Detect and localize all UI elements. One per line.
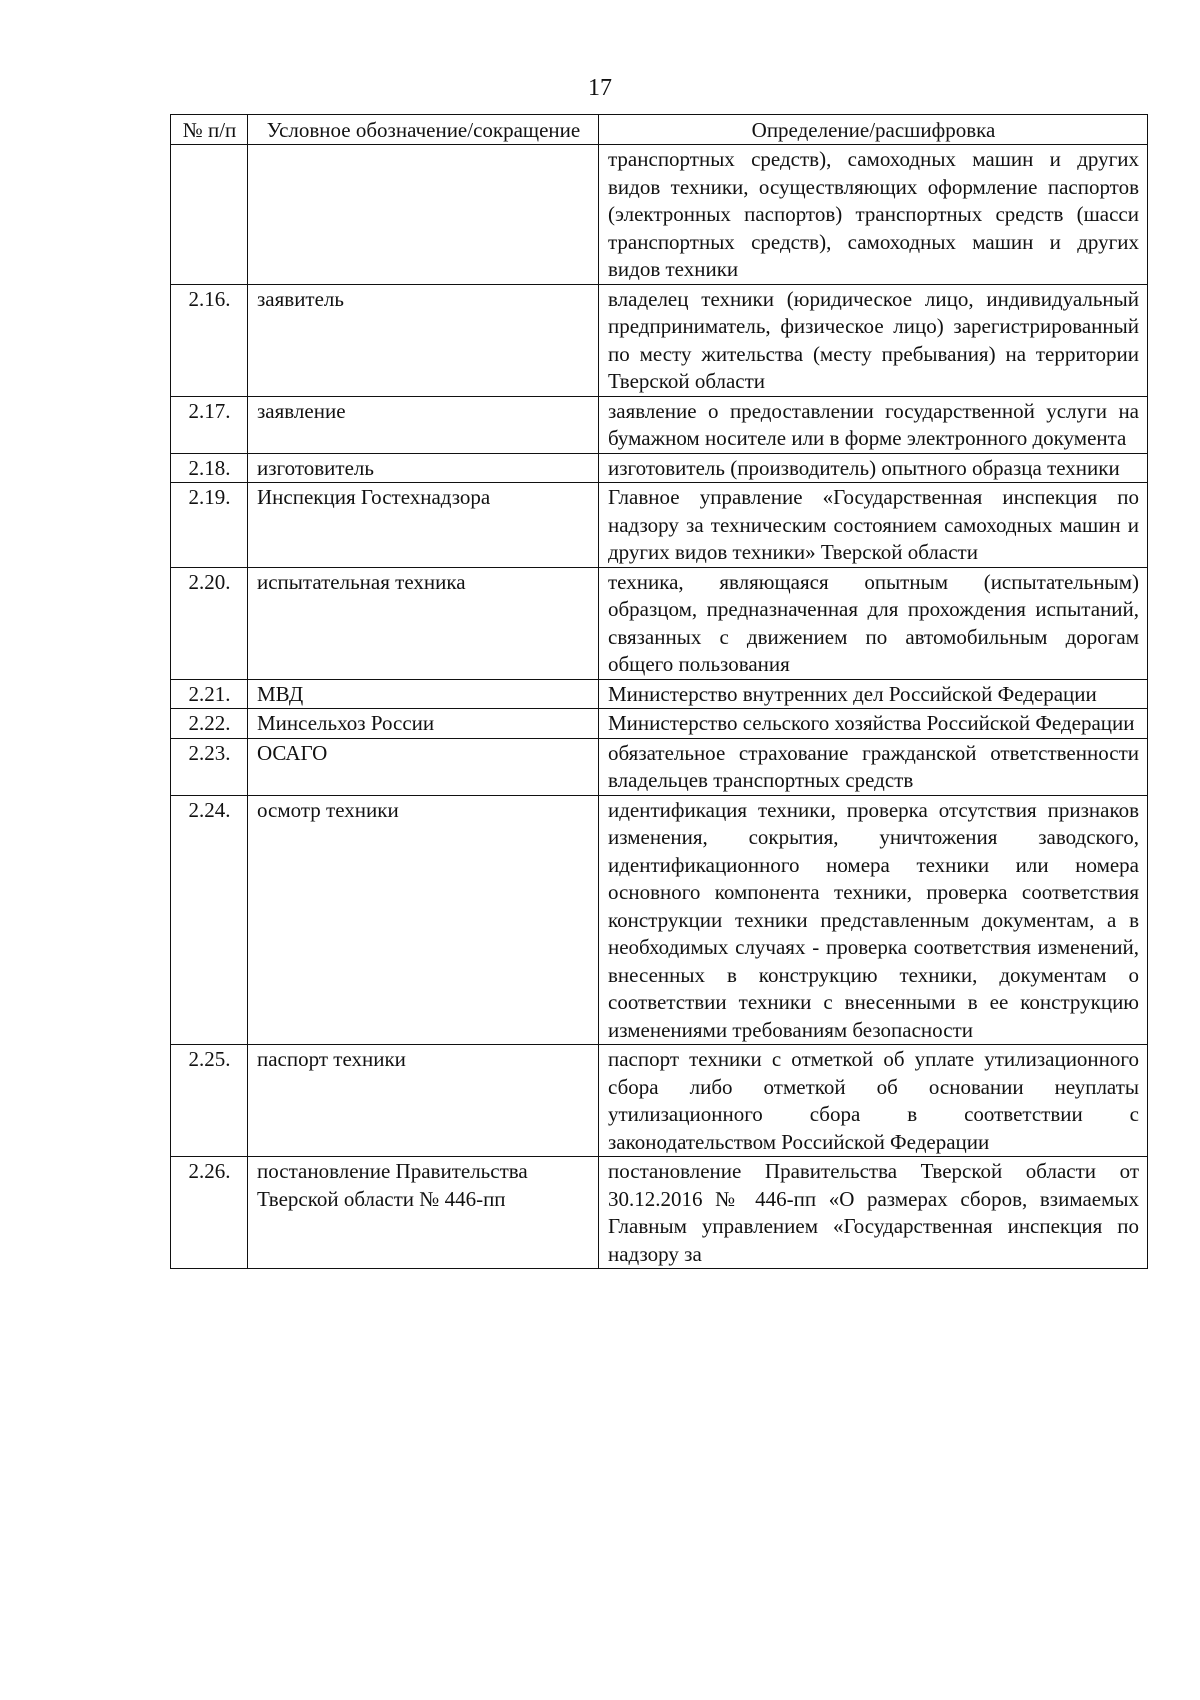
row-term: заявление	[248, 396, 599, 453]
table-row	[171, 567, 1148, 679]
row-definition: обязательное страхование гражданской ответственности владельцев транспортных средств	[599, 738, 1148, 795]
row-number: 2.18.	[171, 453, 248, 483]
definitions-table	[170, 114, 1148, 1269]
row-definition: Главное управление «Государственная инспекция по надзору за техническим состоянием самоходных машин и других видов техники» Тверской области	[599, 483, 1148, 568]
table-row	[171, 483, 1148, 568]
row-number: 2.16.	[171, 284, 248, 396]
row-number: 2.20.	[171, 567, 248, 679]
table-row	[171, 679, 1148, 709]
row-number: 2.22.	[171, 709, 248, 739]
row-definition: Министерство сельского хозяйства Российской Федерации	[599, 709, 1148, 739]
table-header-row	[171, 115, 1148, 145]
row-number: 2.25.	[171, 1045, 248, 1157]
header-number: № п/п	[171, 115, 248, 145]
row-definition: Министерство внутренних дел Российской Федерации	[599, 679, 1148, 709]
row-definition: техника, являющаяся опытным (испытательным) образцом, предназначенная для прохождения испытаний, связанных с движением по автомобильным дорогам общего пользования	[599, 567, 1148, 679]
row-term: постановление Правительства Тверской области № 446-пп	[248, 1157, 599, 1269]
table-row	[171, 284, 1148, 396]
table-row	[171, 795, 1148, 1045]
row-definition: заявление о предоставлении государственной услуги на бумажном носителе или в форме электронного документа	[599, 396, 1148, 453]
row-definition: идентификация техники, проверка отсутствия признаков изменения, сокрытия, уничтожения заводского, идентификационного номера техники или номера основного компонента техники, проверка соответствия конструкции техники представленным документам, а в необходимых случаях - проверка соответствия изменений, внесенных в конструкцию техники, документам о соответствии техники с внесенными в ее конструкцию изменениями требованиям безопасности	[599, 795, 1148, 1045]
row-number: 2.23.	[171, 738, 248, 795]
row-definition: транспортных средств), самоходных машин и других видов техники, осуществляющих оформление паспортов (электронных паспортов) транспортных средств (шасси транспортных средств), самоходных машин и других видов техники	[599, 145, 1148, 285]
row-definition: паспорт техники с отметкой об уплате утилизационного сбора либо отметкой об основании неуплаты утилизационного сбора в соответствии с законодательством Российской Федерации	[599, 1045, 1148, 1157]
header-definition: Определение/расшифровка	[599, 115, 1148, 145]
table-row	[171, 453, 1148, 483]
table-row	[171, 145, 1148, 285]
row-term: заявитель	[248, 284, 599, 396]
table-row	[171, 738, 1148, 795]
row-definition: владелец техники (юридическое лицо, индивидуальный предприниматель, физическое лицо) зарегистрированный по месту жительства (месту пребывания) на территории Тверской области	[599, 284, 1148, 396]
table-row	[171, 1157, 1148, 1269]
page-number: 17	[588, 75, 612, 101]
table-row	[171, 709, 1148, 739]
row-term: ОСАГО	[248, 738, 599, 795]
row-number: 2.19.	[171, 483, 248, 568]
row-term: испытательная техника	[248, 567, 599, 679]
row-term: МВД	[248, 679, 599, 709]
row-number: 2.26.	[171, 1157, 248, 1269]
row-term: паспорт техники	[248, 1045, 599, 1157]
table-row	[171, 396, 1148, 453]
row-definition: изготовитель (производитель) опытного образца техники	[599, 453, 1148, 483]
header-term: Условное обозначение/сокращение	[248, 115, 599, 145]
row-term: изготовитель	[248, 453, 599, 483]
row-number: 2.24.	[171, 795, 248, 1045]
table-row	[171, 1045, 1148, 1157]
row-number: 2.21.	[171, 679, 248, 709]
row-number: 2.17.	[171, 396, 248, 453]
row-term	[248, 145, 599, 285]
row-number	[171, 145, 248, 285]
row-term: Инспекция Гостехнадзора	[248, 483, 599, 568]
row-term: Минсельхоз России	[248, 709, 599, 739]
row-term: осмотр техники	[248, 795, 599, 1045]
row-definition: постановление Правительства Тверской области от 30.12.2016 № 446-пп «О размерах сборов, взимаемых Главным управлением «Государственная инспекция по надзору за	[599, 1157, 1148, 1269]
